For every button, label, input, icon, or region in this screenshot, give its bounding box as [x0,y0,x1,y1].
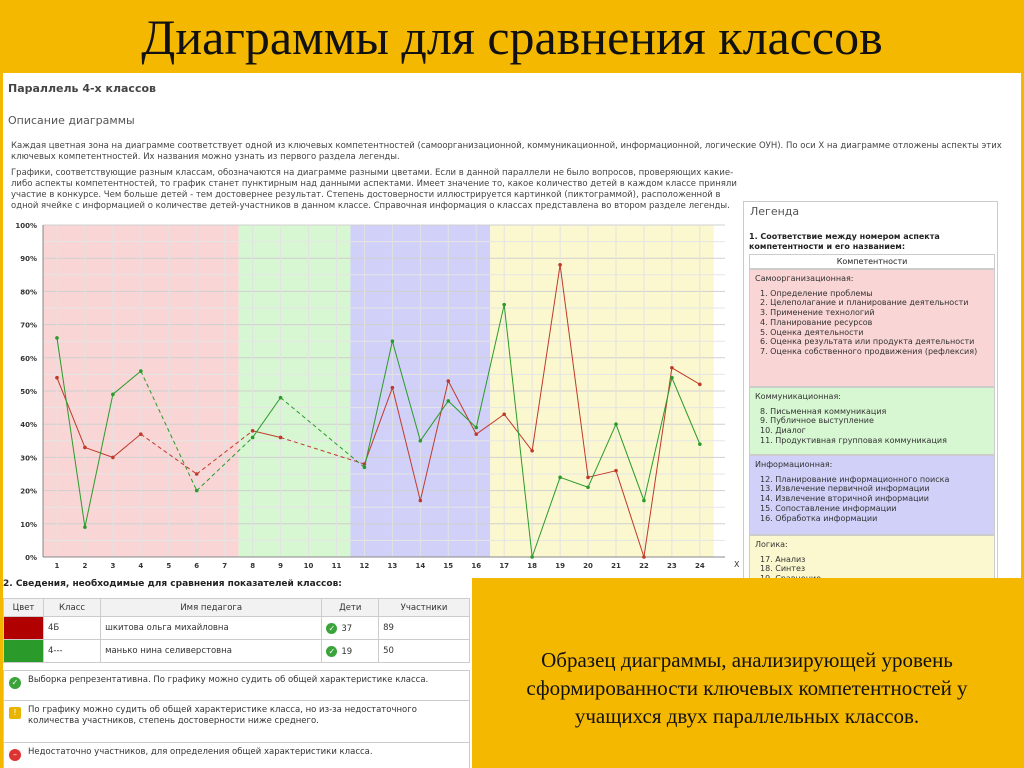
stop-icon: – [9,749,21,761]
check-icon: ✓ [326,623,337,634]
legend-group-communication [749,387,995,455]
legend-item: 8. Письменная коммуникация [760,406,887,416]
y-tick-label: 10% [20,520,37,529]
y-tick-label: 30% [20,454,37,463]
data-point [558,263,562,267]
teacher-cell: шкитова ольга михайловна [101,617,322,640]
data-point [586,485,590,489]
x-tick-label: 20 [583,562,593,570]
x-tick-label: 5 [166,562,172,570]
check-icon: ✓ [326,646,337,657]
legend-item: 18. Синтез [760,564,806,574]
table-header-teacher: Имя педагога [101,599,322,617]
legend-item: 16. Обработка информации [760,513,878,523]
data-point [419,439,423,443]
x-tick-label: 13 [387,562,398,570]
legend-item: 10. Диалог [760,426,806,436]
section2-title: 2. Сведения, необходимые для сравнения показателей классов: [3,579,342,589]
table-header-row [4,599,470,617]
data-point [83,525,87,529]
data-point [698,442,702,446]
warning-icon: ! [9,707,21,719]
legend-item: 1. Определение проблемы [760,288,873,298]
legend-item: 17. Анализ [760,554,806,564]
data-point [530,555,534,559]
data-point [446,399,450,403]
legend-group-name: Самоорганизационная: [755,274,854,283]
participants-cell: 89 [379,617,470,640]
legend-item: 12. Планирование информационного поиска [760,474,950,484]
x-tick-label: 9 [278,562,284,570]
class-cell: 4Б [44,617,101,640]
data-point [642,555,646,559]
data-point [502,412,506,416]
data-point [670,376,674,380]
table-header-participants: Участники [379,599,470,617]
note-text: По графику можно судить об общей характеристике класса, но из-за недостаточного количества участников, степень достоверности ниже среднего. [28,705,417,726]
color-swatch [4,617,44,640]
x-tick-label: 6 [194,562,200,570]
note-representative [4,671,469,701]
x-tick-label: 1 [54,562,60,570]
data-point [670,366,674,370]
data-point [279,396,283,400]
x-tick-label: 10 [303,562,314,570]
legend-item: 2. Целеполагание и планирование деятельности [760,298,969,308]
legend-group-name: Коммуникационная: [755,392,841,401]
legend-item: 7. Оценка собственного продвижения (рефлексия) [760,346,978,356]
data-point [363,466,367,470]
description-paragraph-1: Каждая цветная зона на диаграмме соответствует одной из ключевых компетентностей (самоорганизационной, коммуникационной, информационной, логические ОУН). По оси X на диаграмме отложены аспекты этих ключевых компетентностей. Их названия можно узнать из первого раздела легенды. [11,141,1002,162]
legend-item: 15. Сопоставление информации [760,503,897,513]
x-tick-label: 18 [527,562,538,570]
y-tick-label: 40% [20,421,37,430]
y-tick-label: 0% [25,554,37,562]
data-point [83,446,87,450]
note-insufficient [4,743,469,768]
x-tick-label: 23 [667,562,677,570]
data-point [251,429,255,433]
data-point [251,436,255,440]
legend-item: 13. Извлечение первичной информации [760,484,930,494]
x-tick-label: 12 [359,562,370,570]
x-tick-label: 11 [331,562,342,570]
legend-group-self-organization [749,269,995,387]
x-tick-label: 4 [138,562,144,570]
data-point [419,499,423,503]
data-point [55,336,59,340]
y-tick-label: 70% [20,321,37,330]
teacher-cell: манько нина селиверстовна [101,640,322,663]
note-text: Недостаточно участников, для определения общей характеристики класса. [28,747,373,757]
x-tick-label: 7 [222,562,228,570]
legend-item: 3. Применение технологий [760,308,875,318]
data-point [55,376,59,380]
class-title: Параллель 4-х классов [8,82,156,95]
table-header-children: Дети [322,599,379,617]
legend-item: 4. Планирование ресурсов [760,317,873,327]
check-icon: ✓ [9,677,21,689]
children-cell [322,617,379,640]
data-point [474,426,478,430]
data-point [391,386,395,390]
line-chart [3,215,743,575]
legend-item: 14. Извлечение вторичной информации [760,494,929,504]
table-row [4,640,470,663]
data-point [502,303,506,307]
caption-box [472,578,1024,768]
children-count: 19 [341,646,353,657]
note-text: Выборка репрезентативна. По графику можно судить об общей характеристике класса. [28,675,429,685]
description-paragraph-2: Графики, соответствующие разным классам, обозначаются на диаграмме разными цветами. Если в данной параллели не было вопросов, проверяющих какие-либо аспекты компетентностей, то график станет пунктирным над данными аспектами. Имеет значение то, какое количество детей в каждом классе приняли участие в конкурсе. Чем больше детей - тем достовернее результат. Степень достоверности иллюстрируется картинкой (пиктограммой), расположенной в одной ячейке с информацией о количестве детей-участников в данном классе. Справочная информация о классах представлена во втором разделе легенды. [11,168,737,211]
slide-title: Диаграммы для сравнения классов [141,9,883,65]
x-tick-label: 19 [555,562,565,570]
legend-item: 5. Оценка деятельности [760,327,864,337]
x-tick-label: 24 [694,562,705,570]
data-point [530,449,534,453]
legend-group-information [749,455,995,535]
reliability-notes [3,670,470,768]
data-point [391,339,395,343]
data-point [195,472,199,476]
x-axis-label: X [734,560,740,569]
class-cell: 4--- [44,640,101,663]
children-count: 37 [341,623,353,634]
legend-item: 9. Публичное выступление [760,416,874,426]
data-point [642,499,646,503]
x-tick-label: 3 [110,562,116,570]
class-info-table [3,598,470,663]
data-point [139,432,143,436]
legend-item: 11. Продуктивная групповая коммуникация [760,435,947,445]
data-point [195,489,199,493]
data-point [474,432,478,436]
data-point [111,456,115,460]
y-tick-label: 80% [20,288,37,297]
table-header-class: Класс [44,599,101,617]
legend-column-header: Компетентности [749,254,995,269]
y-tick-label: 50% [20,388,37,396]
table-row [4,617,470,640]
x-tick-label: 21 [611,562,621,570]
description-heading: Описание диаграммы [8,114,135,127]
color-swatch [4,640,44,663]
y-tick-label: 60% [20,354,37,363]
participants-cell: 50 [379,640,470,663]
data-point [279,436,283,440]
data-point [139,369,143,373]
children-cell [322,640,379,663]
legend-title: Легенда [750,205,800,218]
data-point [614,422,618,426]
x-tick-label: 16 [471,562,482,570]
y-tick-label: 20% [20,487,37,496]
data-point [614,469,618,473]
legend-group-name: Логика: [755,540,788,549]
data-point [698,383,702,387]
x-tick-label: 15 [443,562,454,570]
data-point [586,476,590,480]
legend-group-name: Информационная: [755,460,833,469]
table-header-color: Цвет [4,599,44,617]
x-tick-label: 14 [415,562,426,570]
x-tick-label: 2 [82,562,88,570]
legend-item: 6. Оценка результата или продукта деятельности [760,337,975,347]
x-tick-label: 17 [499,562,510,570]
y-tick-label: 100% [15,222,37,230]
y-tick-label: 90% [20,255,37,264]
data-point [446,379,450,383]
data-point [558,476,562,480]
data-point [111,393,115,397]
x-tick-label: 22 [639,562,649,570]
note-low-reliability [4,701,469,743]
x-tick-label: 8 [250,562,256,570]
legend-subtitle: 1. Соответствие между номером аспекта компетентности и его названием: [749,232,940,251]
caption: Образец диаграммы, анализирующей уровень сформированности ключевых компетентностей у учащихся двух параллельных классов. [526,648,968,728]
